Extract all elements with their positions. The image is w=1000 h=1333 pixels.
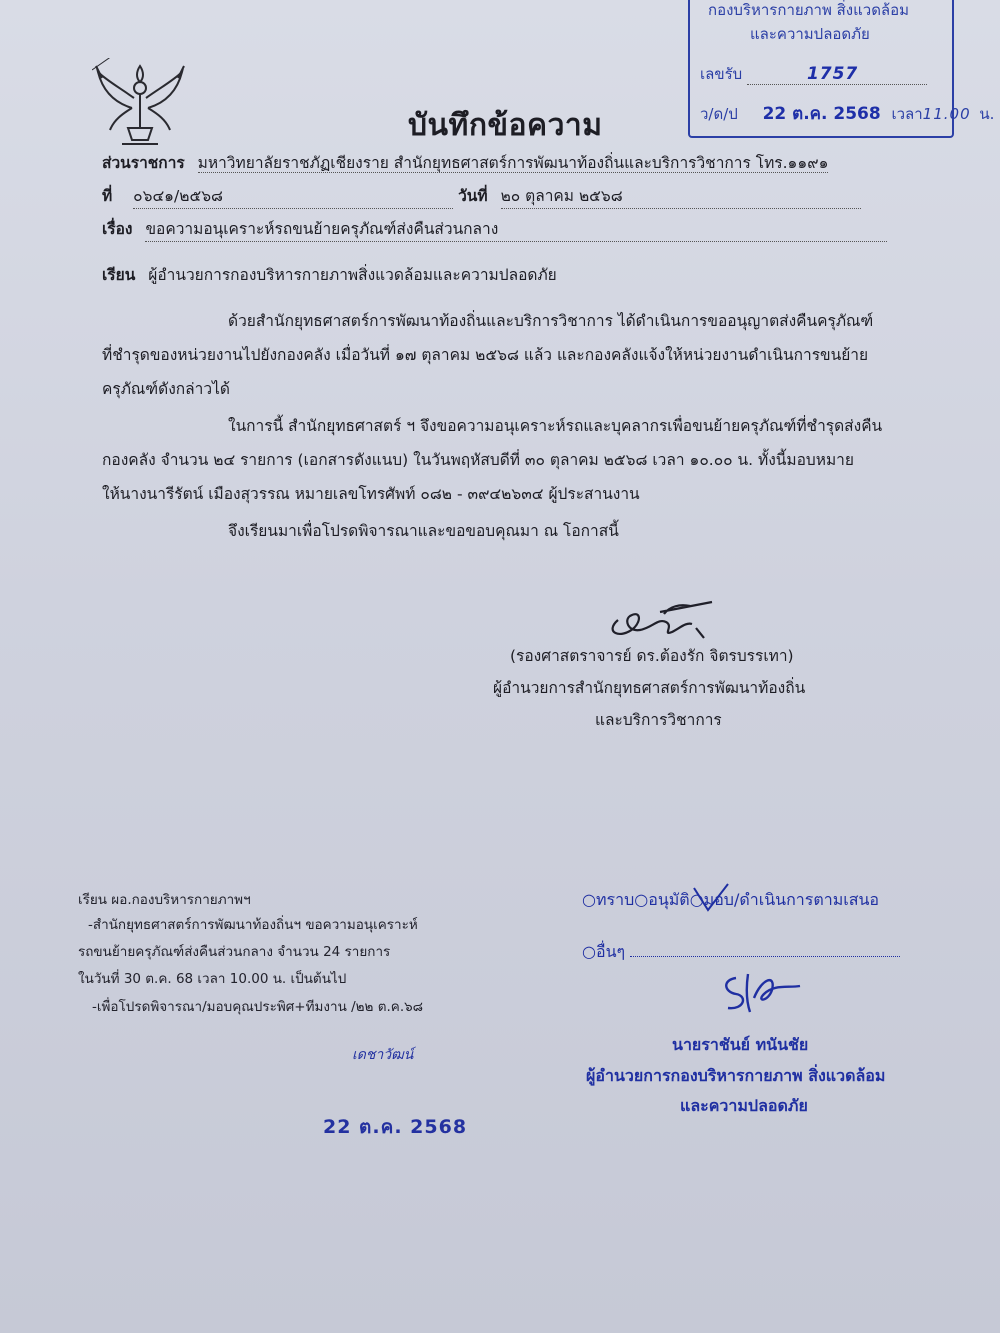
stamp-date-row [700,100,994,127]
director-signature-icon [600,592,720,644]
stamp-date-label: ว/ด/ป [700,105,738,123]
stamp-office-line2: และความปลอดภัย [750,25,870,43]
addressee-label: เรียน [102,266,136,284]
subject-value: ขอความอนุเคราะห์รถขนย้ายครุภัณฑ์ส่งคืนส่วนกลาง [145,220,499,238]
garuda-emblem-icon [92,58,188,150]
approver-position-line1: ผู้อำนวยการกองบริหารกายภาพ สิ่งแวดล้อม [586,1066,886,1085]
stamp-receive-label: เลขรับ [700,65,743,83]
agency-label: ส่วนราชการ [102,154,185,172]
note-left-line2: -สำนักยุทธศาสตร์การพัฒนาท้องถิ่นฯ ขอความอนุเคราะห์ [88,917,418,933]
addressee-row [102,262,557,287]
doc-date-label: วันที่ [458,187,488,205]
note-left-date-stamp: 22 ต.ค. 2568 [323,1116,468,1138]
director-position-line2: และบริการวิชาการ [595,711,722,729]
stamp-time-label: เวลา [891,105,923,123]
body-p1-line2: ที่ชำรุดของหน่วยงานไปยังกองคลัง เมื่อวันที่ ๑๗ ตุลาคม ๒๕๖๘ แล้ว และกองคลังแจ้งให้หน่วยงานดำเนินการขนย้าย [102,346,869,364]
addressee-value: ผู้อำนวยการกองบริหารกายภาพสิ่งแวดล้อมและความปลอดภัย [148,266,557,284]
subject-row [102,216,887,242]
approval-other-label: ○อื่นๆ [582,942,626,961]
body-p2-line1: ในการนี้ สำนักยุทธศาสตร์ ฯ จึงขอความอนุเคราะห์รถและบุคลากรเพื่อขนย้ายครุภัณฑ์ที่ชำรุดส่งคืน [228,417,883,435]
stamp-time-unit: น. [979,105,995,123]
receiving-stamp [688,0,995,138]
approval-other-row [582,940,900,965]
doc-number-label: ที่ [102,187,113,205]
stamp-office-line1: กองบริหารกายภาพ สิ่งแวดล้อม [708,1,910,19]
approver-signature-icon [716,968,806,1018]
director-name: (รองศาสตราจารย์ ดร.ต้องรัก จิตรบรรเทา) [510,647,794,665]
stamp-receive-number: 1757 [806,64,859,84]
director-position-line1: ผู้อำนวยการสำนักยุทธศาสตร์การพัฒนาท้องถิ่น [493,679,806,697]
body-p2-line3: ให้นางนารีรัตน์ เมืองสุวรรณ หมายเลขโทรศัพท์ ๐๘๒ - ๓๙๔๒๖๓๔ ผู้ประสานงาน [102,485,640,503]
body-p1-line1: ด้วยสำนักยุทธศาสตร์การพัฒนาท้องถิ่นและบริการวิชาการ ได้ดำเนินการขออนุญาตส่งคืนครุภัณฑ์ [228,312,874,330]
stamp-time-value: 11.00 [922,105,971,123]
agency-row [102,150,828,175]
approval-options: ○ทราบ○อนุมัติ○มอบ/ดำเนินการตามเสนอ [582,890,880,909]
agency-value: มหาวิทยาลัยราชภัฏเชียงราย สำนักยุทธศาสตร์การพัฒนาท้องถิ่นและบริการวิชาการ โทร.๑๑๙๑ [197,154,829,172]
note-left-line1: เรียน ผอ.กองบริหารกายภาพฯ [78,892,251,908]
approval-checkmark-icon [690,882,730,916]
approver-position-line2: และความปลอดภัย [680,1096,808,1115]
note-left-line4: ในวันที่ 30 ต.ค. 68 เวลา 10.00 น. เป็นต้นไป [78,971,347,987]
stamp-receive-row [700,62,927,86]
memo-title: บันทึกข้อความ [408,108,603,143]
approver-name: นายราชันย์ ทนันชัย [672,1035,809,1054]
subject-label: เรื่อง [102,220,133,238]
note-left-line3: รถขนย้ายครุภัณฑ์ส่งคืนส่วนกลาง จำนวน 24 รายการ [78,944,391,960]
body-p2-line2: กองคลัง จำนวน ๒๔ รายการ (เอกสารดังแนบ) ในวันพฤหัสบดีที่ ๓๐ ตุลาคม ๒๕๖๘ เวลา ๑๐.๐๐ น. ทั้งนี้มอบหมาย [102,451,854,469]
note-left-initials: เดชาวัฒน์ [352,1047,414,1063]
stamp-date-value: 22 ต.ค. 2568 [762,104,881,124]
doc-number-value: ๐๖๔๑/๒๕๖๘ [133,187,223,205]
doc-date-value: ๒๐ ตุลาคม ๒๕๖๘ [500,187,623,205]
body-p1-line3: ครุภัณฑ์ดังกล่าวได้ [102,380,230,398]
note-left-line5: -เพื่อโปรดพิจารณา/มอบคุณประพิศ+ทีมงาน /๒๒ ต.ค.๖๘ [92,999,424,1015]
body-closing: จึงเรียนมาเพื่อโปรดพิจารณาและขอขอบคุณมา ณ โอกาสนี้ [228,522,619,540]
doc-number-row [102,183,902,209]
